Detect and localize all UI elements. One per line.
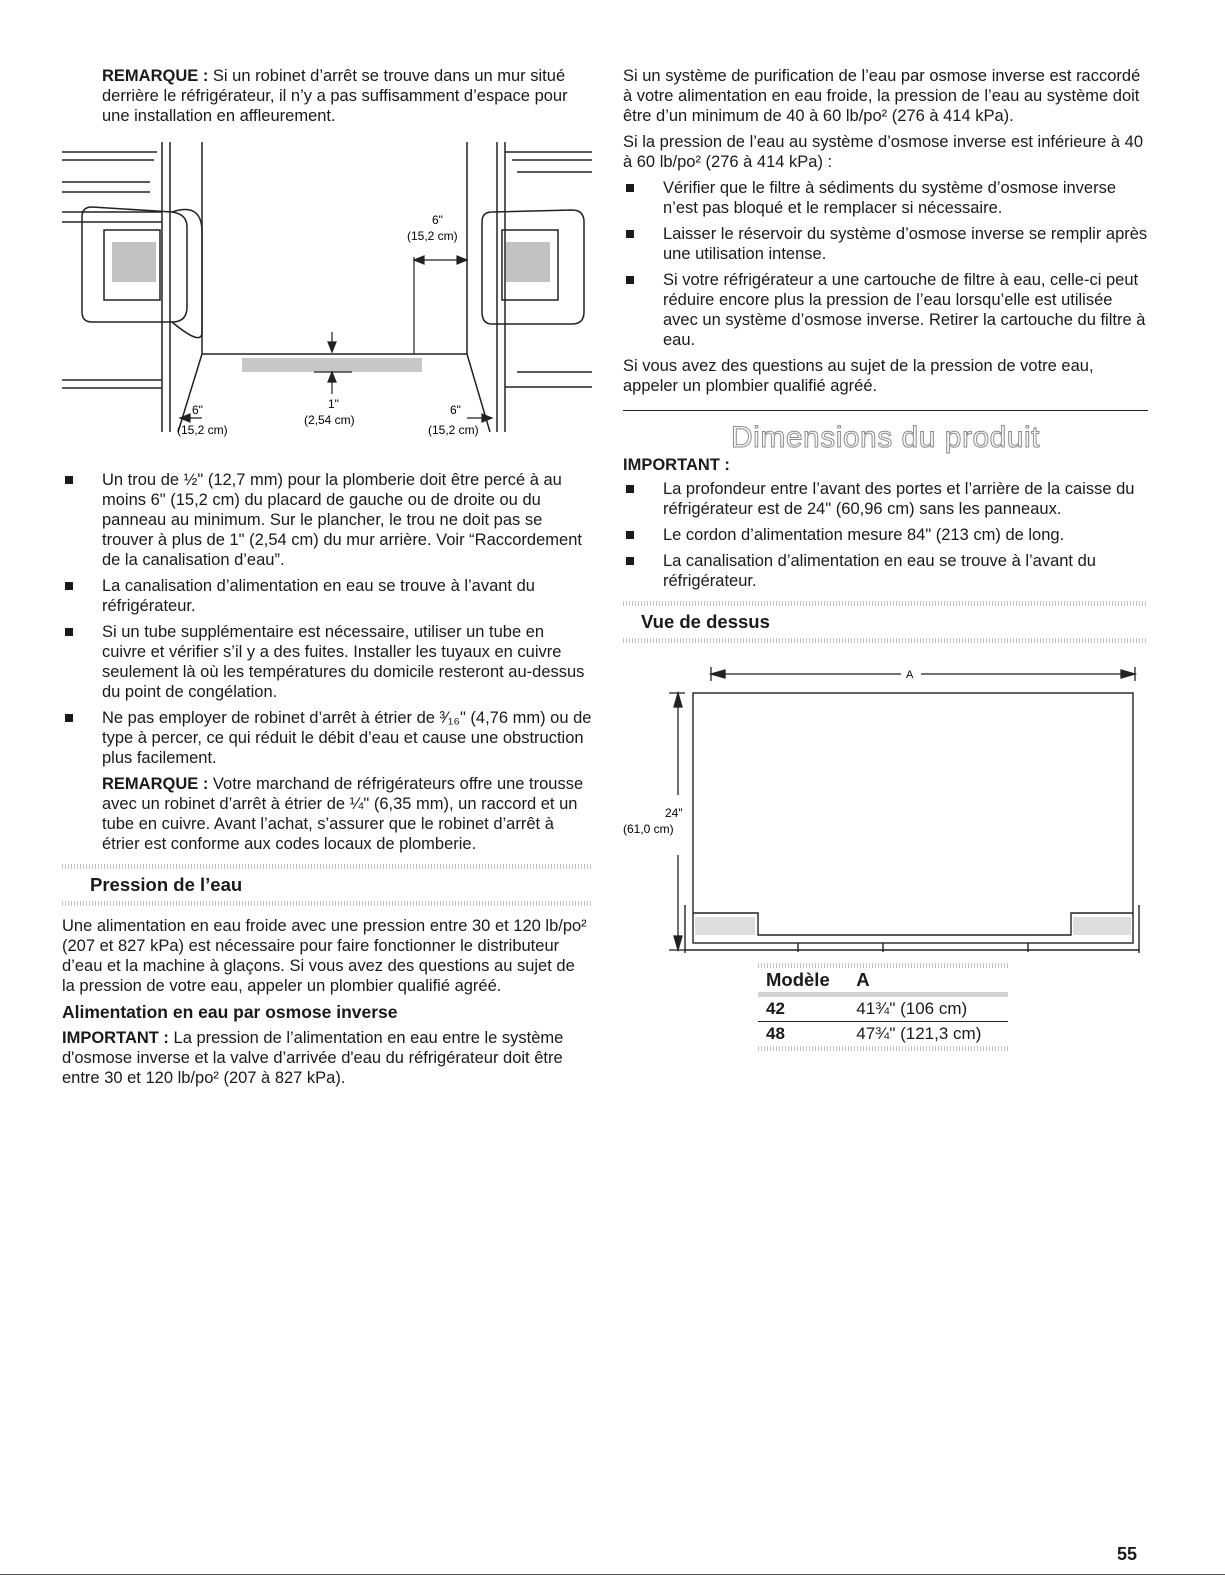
divider-rule	[623, 410, 1148, 411]
plumber-paragraph: Si vous avez des questions au sujet de la pression de votre eau, appeler un plombier qualifié agréé.	[623, 357, 1094, 395]
table-row	[758, 995, 1008, 1022]
list-item: Le cordon d’alimentation mesure 84" (213 cm) de long.	[623, 525, 1148, 545]
dim-depth-label: 24"	[665, 806, 683, 820]
plumbing-bullet-list	[62, 470, 592, 768]
section-title-dimensions: Dimensions du produit	[731, 421, 1040, 454]
pressure-paragraph: Une alimentation en eau froide avec une pression entre 30 et 120 lb/po² (207 et 827 kPa) est nécessaire pour faire fonctionner le distributeur d’eau et la machine à glaçons. Si vous avez des questions au sujet de la pression de votre eau, appeler un plombier qualifié agréé.	[62, 917, 587, 995]
right-column	[623, 66, 1148, 1051]
model-dimension-table	[758, 968, 1008, 1046]
list-item: La canalisation d’alimentation en eau se trouve à l’avant du réfrigérateur.	[623, 551, 1148, 591]
ro-text: La pression de l’alimentation en eau entre le système d'osmose inverse et la valve d’arrivée d'eau du réfrigérateur doit être entre 30 et 120 lb/po² (207 à 827 kPa).	[62, 1029, 564, 1087]
ro-bullet-list	[623, 178, 1148, 350]
ro-system-paragraph: Si un système de purification de l’eau par osmose inverse est raccordé à votre alimentation en eau froide, la pression de l’eau au système doit être d’un minimum de 40 à 60 lb/po² (276 à 414 kPa).	[623, 67, 1141, 125]
note-label: REMARQUE :	[102, 775, 209, 793]
list-item: La canalisation d’alimentation en eau se trouve à l’avant du réfrigérateur.	[62, 576, 592, 616]
dim-top-label-cm: (15,2 cm)	[407, 229, 458, 243]
important-label: IMPORTANT :	[623, 456, 730, 474]
low-pressure-paragraph: Si la pression de l’eau au système d’osmose inverse est inférieure à 40 à 60 lb/po² (276 à 414 kPa) :	[623, 133, 1144, 171]
list-item: Vérifier que le filtre à sédiments du système d’osmose inverse n’est pas bloqué et le remplacer si nécessaire.	[623, 178, 1148, 218]
left-cabinet	[62, 142, 202, 432]
dim-hole-label: 1"	[328, 397, 339, 411]
table-rule-bottom	[758, 1046, 1008, 1051]
dim-right-label: 6"	[450, 403, 461, 417]
dim-depth-label-cm: (61,0 cm)	[623, 822, 674, 836]
left-column	[62, 66, 592, 1094]
note-text: Si un robinet d’arrêt se trouve dans un mur situé derrière le réfrigérateur, il n’y a pas suffisamment d’espace pour une installation en affleurement.	[102, 67, 568, 125]
table-cell-model: 48	[766, 1024, 785, 1043]
subsection-title-osmose: Alimentation en eau par osmose inverse	[62, 1002, 398, 1022]
section-title-pression: Pression de l’eau	[90, 874, 243, 895]
list-item: Si un tube supplémentaire est nécessaire, utiliser un tube en cuivre et vérifier s’il y a des fuites. Installer les tuyaux en cuivre seulement là où les températures du domicile resteront au-dessus du point de congélation.	[62, 622, 592, 702]
table-row	[758, 1022, 1008, 1047]
dim-a-label: A	[906, 669, 914, 681]
model-table-wrap	[623, 963, 1148, 1051]
dim-top-label: 6"	[432, 213, 443, 227]
left-box-hatch	[112, 242, 156, 282]
installation-diagram	[62, 132, 592, 442]
page-number: 55	[1117, 1544, 1138, 1564]
door-shading-left	[695, 917, 755, 935]
list-item: Un trou de ½" (12,7 mm) pour la plomberie doit être percé à au moins 6" (15,2 cm) du placard de gauche ou de droite ou du panneau au minimum. Sur le plancher, le trou ne doit pas se trouver à plus de 1" (2,54 cm) du mur arrière. Voir “Raccordement de la canalisation d’eau”.	[62, 470, 592, 570]
table-cell-model: 42	[766, 999, 785, 1018]
right-box-hatch	[506, 242, 550, 282]
note-label: REMARQUE :	[102, 67, 209, 85]
section-rule-bottom	[62, 901, 592, 906]
table-header-row	[758, 968, 1008, 995]
page-bottom-rule	[0, 1574, 1225, 1575]
dim-hole-label-cm: (2,54 cm)	[304, 413, 355, 427]
list-item: Si votre réfrigérateur a une cartouche de filtre à eau, celle-ci peut réduire encore plus la pression de l’eau lorsqu’elle est utilisée avec un système d’osmose inverse. Retirer la cartouche du filtre à eau.	[623, 270, 1148, 350]
table-cell-a: 41¾" (106 cm)	[856, 999, 968, 1018]
door-shading-right	[1073, 917, 1131, 935]
right-cabinet	[467, 142, 592, 432]
table-header-modele: Modèle	[766, 969, 830, 990]
note-text: Votre marchand de réfrigérateurs offre une trousse avec un robinet d’arrêt à étrier de ¼" (6,35 mm), un raccord et un tube en cuivre. Avant l’achat, s’assurer que le robinet d’arrêt à étrier est conforme aux codes locaux de plomberie.	[102, 775, 584, 853]
list-item: Ne pas employer de robinet d’arrêt à étrier de ³⁄₁₆" (4,76 mm) ou de type à percer, ce qui réduit le débit d’eau et cause une obstruction plus facilement.	[62, 708, 592, 768]
ro-paragraph	[62, 1028, 592, 1088]
view-rule-bottom	[623, 638, 1148, 643]
view-title: Vue de dessus	[641, 611, 770, 632]
note-remarque-2	[62, 774, 592, 854]
dim-left-label: 6"	[192, 403, 203, 417]
top-view-diagram	[623, 655, 1148, 955]
dim-left-label-cm: (15,2 cm)	[177, 423, 228, 437]
floor-shading	[242, 358, 422, 372]
list-item: La profondeur entre l’avant des portes et l’arrière de la caisse du réfrigérateur est de 24" (60,96 cm) sans les panneaux.	[623, 479, 1148, 519]
list-item: Laisser le réservoir du système d’osmose inverse se remplir après une utilisation intense.	[623, 224, 1148, 264]
dim-right-label-cm: (15,2 cm)	[428, 423, 479, 437]
table-cell-a: 47¾" (121,3 cm)	[856, 1024, 982, 1043]
fridge-outline	[693, 693, 1133, 943]
dimensions-bullet-list	[623, 479, 1148, 591]
note-remarque-1	[62, 66, 592, 126]
table-header-a: A	[856, 969, 870, 990]
important-label: IMPORTANT :	[62, 1029, 169, 1047]
